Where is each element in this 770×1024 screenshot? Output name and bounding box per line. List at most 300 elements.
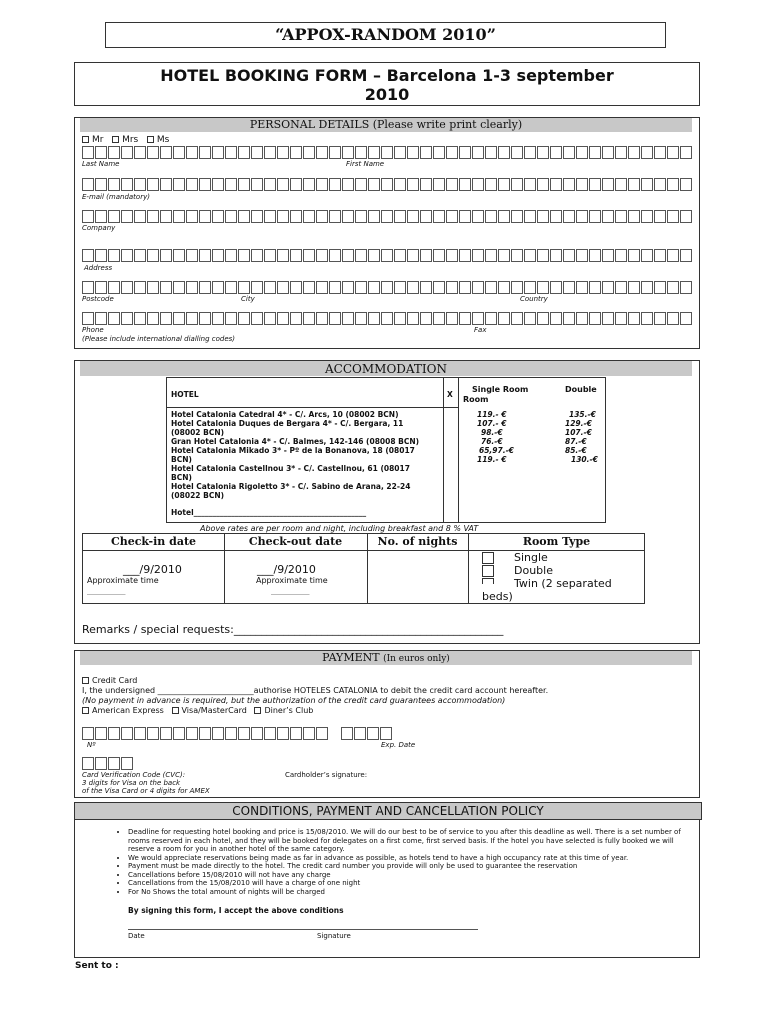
char-cell[interactable] [485, 146, 497, 159]
char-cell[interactable] [420, 249, 432, 262]
char-cell[interactable] [160, 146, 172, 159]
char-cell[interactable] [173, 210, 185, 223]
char-cell[interactable] [251, 281, 263, 294]
char-cell[interactable] [485, 281, 497, 294]
char-cell[interactable] [303, 210, 315, 223]
char-cell[interactable] [121, 249, 133, 262]
char-cell[interactable] [121, 178, 133, 191]
char-cell[interactable] [225, 146, 237, 159]
char-cell[interactable] [589, 210, 601, 223]
room-twin-checkbox[interactable] [482, 578, 494, 584]
char-cell[interactable] [563, 178, 575, 191]
char-cell[interactable] [420, 178, 432, 191]
char-cell[interactable] [641, 178, 653, 191]
char-cell[interactable] [277, 281, 289, 294]
title-mr-checkbox[interactable] [82, 136, 89, 143]
char-cell[interactable] [615, 178, 627, 191]
char-cell[interactable] [290, 249, 302, 262]
char-cell[interactable] [82, 757, 94, 770]
char-cell[interactable] [199, 727, 211, 740]
char-cell[interactable] [446, 146, 458, 159]
char-cell[interactable] [108, 757, 120, 770]
char-cell[interactable] [264, 281, 276, 294]
char-cell[interactable] [511, 281, 523, 294]
char-cell[interactable] [524, 178, 536, 191]
char-cell[interactable] [316, 178, 328, 191]
visa-checkbox[interactable] [172, 707, 179, 714]
char-cell[interactable] [576, 312, 588, 325]
char-cell[interactable] [381, 281, 393, 294]
char-cell[interactable] [537, 249, 549, 262]
char-cell[interactable] [186, 210, 198, 223]
char-cell[interactable] [199, 281, 211, 294]
char-cell[interactable] [511, 178, 523, 191]
title-mrs-checkbox[interactable] [112, 136, 119, 143]
credit-card-checkbox[interactable] [82, 677, 89, 684]
char-cell[interactable] [511, 146, 523, 159]
char-cell[interactable] [212, 210, 224, 223]
char-cell[interactable] [628, 210, 640, 223]
char-cell[interactable] [108, 727, 120, 740]
char-cell[interactable] [186, 312, 198, 325]
char-cell[interactable] [225, 178, 237, 191]
char-cell[interactable] [160, 210, 172, 223]
char-cell[interactable] [511, 249, 523, 262]
char-cell[interactable] [82, 312, 94, 325]
char-cell[interactable] [407, 281, 419, 294]
char-cell[interactable] [615, 249, 627, 262]
char-cell[interactable] [459, 312, 471, 325]
char-cell[interactable] [342, 210, 354, 223]
char-cell[interactable] [212, 249, 224, 262]
char-cell[interactable] [420, 146, 432, 159]
char-cell[interactable] [303, 727, 315, 740]
char-cell[interactable] [82, 178, 94, 191]
char-cell[interactable] [342, 178, 354, 191]
char-cell[interactable] [381, 178, 393, 191]
char-cell[interactable] [264, 178, 276, 191]
char-cell[interactable] [342, 281, 354, 294]
char-cell[interactable] [602, 146, 614, 159]
char-cell[interactable] [680, 210, 692, 223]
char-cell[interactable] [472, 281, 484, 294]
char-cell[interactable] [472, 249, 484, 262]
char-cell[interactable] [121, 727, 133, 740]
char-cell[interactable] [576, 210, 588, 223]
char-cell[interactable] [367, 727, 379, 740]
char-cell[interactable] [121, 146, 133, 159]
char-cell[interactable] [355, 249, 367, 262]
amex-checkbox[interactable] [82, 707, 89, 714]
char-cell[interactable] [498, 281, 510, 294]
char-cell[interactable] [537, 210, 549, 223]
char-cell[interactable] [472, 146, 484, 159]
char-cell[interactable] [355, 281, 367, 294]
char-cell[interactable] [550, 249, 562, 262]
checkout-time-blank[interactable]: ___________ [271, 587, 310, 595]
checkin-value[interactable]: ___/9/2010 [123, 563, 182, 576]
char-cell[interactable] [329, 249, 341, 262]
char-cell[interactable] [433, 281, 445, 294]
char-cell[interactable] [576, 281, 588, 294]
char-cell[interactable] [108, 312, 120, 325]
char-cell[interactable] [641, 249, 653, 262]
char-cell[interactable] [498, 312, 510, 325]
char-cell[interactable] [537, 178, 549, 191]
char-cell[interactable] [225, 312, 237, 325]
char-cell[interactable] [147, 312, 159, 325]
signature-line[interactable] [128, 929, 478, 930]
char-cell[interactable] [407, 146, 419, 159]
char-cell[interactable] [251, 312, 263, 325]
char-cell[interactable] [407, 312, 419, 325]
char-cell[interactable] [121, 210, 133, 223]
company-cells[interactable] [82, 210, 693, 223]
char-cell[interactable] [316, 312, 328, 325]
name-cells[interactable] [82, 146, 693, 159]
char-cell[interactable] [394, 249, 406, 262]
exp-date-cells[interactable] [341, 727, 393, 741]
char-cell[interactable] [212, 146, 224, 159]
char-cell[interactable] [212, 281, 224, 294]
char-cell[interactable] [667, 178, 679, 191]
char-cell[interactable] [654, 178, 666, 191]
char-cell[interactable] [459, 146, 471, 159]
char-cell[interactable] [108, 146, 120, 159]
char-cell[interactable] [667, 249, 679, 262]
char-cell[interactable] [147, 146, 159, 159]
char-cell[interactable] [316, 727, 328, 740]
char-cell[interactable] [628, 312, 640, 325]
char-cell[interactable] [459, 210, 471, 223]
char-cell[interactable] [368, 249, 380, 262]
char-cell[interactable] [264, 312, 276, 325]
char-cell[interactable] [121, 312, 133, 325]
char-cell[interactable] [225, 210, 237, 223]
char-cell[interactable] [394, 281, 406, 294]
char-cell[interactable] [342, 249, 354, 262]
char-cell[interactable] [186, 249, 198, 262]
char-cell[interactable] [290, 210, 302, 223]
char-cell[interactable] [147, 281, 159, 294]
char-cell[interactable] [82, 249, 94, 262]
char-cell[interactable] [108, 249, 120, 262]
char-cell[interactable] [563, 281, 575, 294]
char-cell[interactable] [550, 281, 562, 294]
email-cells[interactable] [82, 178, 693, 191]
char-cell[interactable] [354, 727, 366, 740]
char-cell[interactable] [160, 249, 172, 262]
char-cell[interactable] [303, 249, 315, 262]
char-cell[interactable] [498, 178, 510, 191]
char-cell[interactable] [368, 146, 380, 159]
char-cell[interactable] [589, 249, 601, 262]
char-cell[interactable] [654, 281, 666, 294]
char-cell[interactable] [160, 281, 172, 294]
char-cell[interactable] [602, 210, 614, 223]
char-cell[interactable] [134, 178, 146, 191]
char-cell[interactable] [550, 210, 562, 223]
char-cell[interactable] [186, 281, 198, 294]
char-cell[interactable] [602, 178, 614, 191]
char-cell[interactable] [277, 146, 289, 159]
char-cell[interactable] [524, 281, 536, 294]
char-cell[interactable] [251, 249, 263, 262]
char-cell[interactable] [277, 178, 289, 191]
char-cell[interactable] [277, 210, 289, 223]
char-cell[interactable] [550, 178, 562, 191]
char-cell[interactable] [550, 312, 562, 325]
char-cell[interactable] [108, 281, 120, 294]
char-cell[interactable] [680, 312, 692, 325]
char-cell[interactable] [82, 281, 94, 294]
char-cell[interactable] [82, 727, 94, 740]
char-cell[interactable] [446, 281, 458, 294]
char-cell[interactable] [667, 281, 679, 294]
char-cell[interactable] [316, 281, 328, 294]
char-cell[interactable] [459, 281, 471, 294]
char-cell[interactable] [485, 312, 497, 325]
char-cell[interactable] [290, 281, 302, 294]
char-cell[interactable] [160, 312, 172, 325]
char-cell[interactable] [95, 281, 107, 294]
char-cell[interactable] [238, 210, 250, 223]
char-cell[interactable] [251, 178, 263, 191]
char-cell[interactable] [290, 178, 302, 191]
char-cell[interactable] [264, 727, 276, 740]
char-cell[interactable] [134, 281, 146, 294]
postcode-city-country-cells[interactable] [82, 281, 693, 294]
char-cell[interactable] [199, 210, 211, 223]
char-cell[interactable] [134, 146, 146, 159]
char-cell[interactable] [563, 249, 575, 262]
char-cell[interactable] [147, 727, 159, 740]
char-cell[interactable] [147, 210, 159, 223]
char-cell[interactable] [199, 146, 211, 159]
char-cell[interactable] [82, 146, 94, 159]
char-cell[interactable] [380, 727, 392, 740]
char-cell[interactable] [342, 146, 354, 159]
char-cell[interactable] [251, 210, 263, 223]
char-cell[interactable] [524, 249, 536, 262]
char-cell[interactable] [459, 249, 471, 262]
char-cell[interactable] [537, 312, 549, 325]
char-cell[interactable] [186, 178, 198, 191]
char-cell[interactable] [95, 757, 107, 770]
char-cell[interactable] [199, 249, 211, 262]
char-cell[interactable] [680, 281, 692, 294]
remarks-field[interactable]: Remarks / special requests:_________________________________________________ [82, 623, 504, 636]
char-cell[interactable] [641, 146, 653, 159]
char-cell[interactable] [433, 312, 445, 325]
char-cell[interactable] [329, 281, 341, 294]
char-cell[interactable] [615, 312, 627, 325]
char-cell[interactable] [381, 210, 393, 223]
char-cell[interactable] [446, 178, 458, 191]
checkin-time-blank[interactable]: ___________ [87, 587, 126, 595]
char-cell[interactable] [615, 210, 627, 223]
char-cell[interactable] [95, 727, 107, 740]
char-cell[interactable] [680, 146, 692, 159]
phone-fax-cells[interactable] [82, 312, 693, 325]
char-cell[interactable] [134, 312, 146, 325]
char-cell[interactable] [173, 146, 185, 159]
char-cell[interactable] [147, 249, 159, 262]
char-cell[interactable] [420, 210, 432, 223]
char-cell[interactable] [654, 146, 666, 159]
char-cell[interactable] [238, 249, 250, 262]
char-cell[interactable] [667, 146, 679, 159]
char-cell[interactable] [368, 178, 380, 191]
char-cell[interactable] [95, 312, 107, 325]
char-cell[interactable] [680, 249, 692, 262]
char-cell[interactable] [342, 312, 354, 325]
char-cell[interactable] [589, 146, 601, 159]
char-cell[interactable] [173, 178, 185, 191]
char-cell[interactable] [394, 210, 406, 223]
char-cell[interactable] [134, 210, 146, 223]
char-cell[interactable] [134, 727, 146, 740]
char-cell[interactable] [290, 312, 302, 325]
diners-checkbox[interactable] [254, 707, 261, 714]
char-cell[interactable] [225, 281, 237, 294]
char-cell[interactable] [563, 146, 575, 159]
char-cell[interactable] [381, 146, 393, 159]
char-cell[interactable] [485, 178, 497, 191]
char-cell[interactable] [277, 249, 289, 262]
char-cell[interactable] [303, 178, 315, 191]
char-cell[interactable] [472, 210, 484, 223]
char-cell[interactable] [667, 210, 679, 223]
cvc-cells[interactable] [82, 757, 134, 771]
char-cell[interactable] [498, 146, 510, 159]
char-cell[interactable] [498, 210, 510, 223]
char-cell[interactable] [368, 312, 380, 325]
char-cell[interactable] [433, 178, 445, 191]
char-cell[interactable] [537, 281, 549, 294]
char-cell[interactable] [95, 146, 107, 159]
char-cell[interactable] [134, 249, 146, 262]
char-cell[interactable] [472, 178, 484, 191]
char-cell[interactable] [602, 249, 614, 262]
char-cell[interactable] [160, 178, 172, 191]
char-cell[interactable] [264, 146, 276, 159]
char-cell[interactable] [654, 210, 666, 223]
char-cell[interactable] [341, 727, 353, 740]
char-cell[interactable] [316, 249, 328, 262]
char-cell[interactable] [420, 281, 432, 294]
char-cell[interactable] [394, 178, 406, 191]
char-cell[interactable] [576, 178, 588, 191]
char-cell[interactable] [485, 210, 497, 223]
char-cell[interactable] [173, 281, 185, 294]
char-cell[interactable] [615, 281, 627, 294]
char-cell[interactable] [407, 178, 419, 191]
char-cell[interactable] [355, 210, 367, 223]
char-cell[interactable] [108, 178, 120, 191]
char-cell[interactable] [212, 727, 224, 740]
char-cell[interactable] [641, 312, 653, 325]
char-cell[interactable] [303, 146, 315, 159]
char-cell[interactable] [355, 178, 367, 191]
char-cell[interactable] [329, 146, 341, 159]
char-cell[interactable] [602, 281, 614, 294]
char-cell[interactable] [277, 727, 289, 740]
char-cell[interactable] [628, 249, 640, 262]
char-cell[interactable] [277, 312, 289, 325]
char-cell[interactable] [589, 178, 601, 191]
char-cell[interactable] [511, 312, 523, 325]
char-cell[interactable] [589, 312, 601, 325]
char-cell[interactable] [407, 249, 419, 262]
char-cell[interactable] [576, 146, 588, 159]
char-cell[interactable] [95, 178, 107, 191]
char-cell[interactable] [173, 249, 185, 262]
char-cell[interactable] [485, 249, 497, 262]
char-cell[interactable] [316, 146, 328, 159]
char-cell[interactable] [212, 312, 224, 325]
char-cell[interactable] [173, 727, 185, 740]
char-cell[interactable] [329, 312, 341, 325]
char-cell[interactable] [563, 312, 575, 325]
char-cell[interactable] [251, 146, 263, 159]
char-cell[interactable] [160, 727, 172, 740]
char-cell[interactable] [82, 210, 94, 223]
char-cell[interactable] [563, 210, 575, 223]
char-cell[interactable] [368, 281, 380, 294]
char-cell[interactable] [433, 249, 445, 262]
char-cell[interactable] [251, 727, 263, 740]
char-cell[interactable] [316, 210, 328, 223]
char-cell[interactable] [225, 727, 237, 740]
char-cell[interactable] [511, 210, 523, 223]
char-cell[interactable] [615, 146, 627, 159]
char-cell[interactable] [576, 249, 588, 262]
char-cell[interactable] [95, 249, 107, 262]
char-cell[interactable] [368, 210, 380, 223]
char-cell[interactable] [303, 281, 315, 294]
checkout-value[interactable]: ___/9/2010 [257, 563, 316, 576]
char-cell[interactable] [524, 146, 536, 159]
char-cell[interactable] [199, 178, 211, 191]
char-cell[interactable] [667, 312, 679, 325]
char-cell[interactable] [394, 146, 406, 159]
char-cell[interactable] [628, 146, 640, 159]
char-cell[interactable] [212, 178, 224, 191]
char-cell[interactable] [121, 757, 133, 770]
char-cell[interactable] [537, 146, 549, 159]
char-cell[interactable] [95, 210, 107, 223]
char-cell[interactable] [173, 312, 185, 325]
char-cell[interactable] [407, 210, 419, 223]
title-ms-checkbox[interactable] [147, 136, 154, 143]
char-cell[interactable] [550, 146, 562, 159]
char-cell[interactable] [264, 210, 276, 223]
char-cell[interactable] [238, 727, 250, 740]
address-cells[interactable] [82, 249, 693, 262]
char-cell[interactable] [108, 210, 120, 223]
char-cell[interactable] [459, 178, 471, 191]
char-cell[interactable] [654, 249, 666, 262]
char-cell[interactable] [446, 210, 458, 223]
card-number-cells[interactable] [82, 727, 329, 741]
char-cell[interactable] [355, 146, 367, 159]
char-cell[interactable] [628, 281, 640, 294]
char-cell[interactable] [641, 210, 653, 223]
char-cell[interactable] [472, 312, 484, 325]
char-cell[interactable] [628, 178, 640, 191]
char-cell[interactable] [329, 178, 341, 191]
